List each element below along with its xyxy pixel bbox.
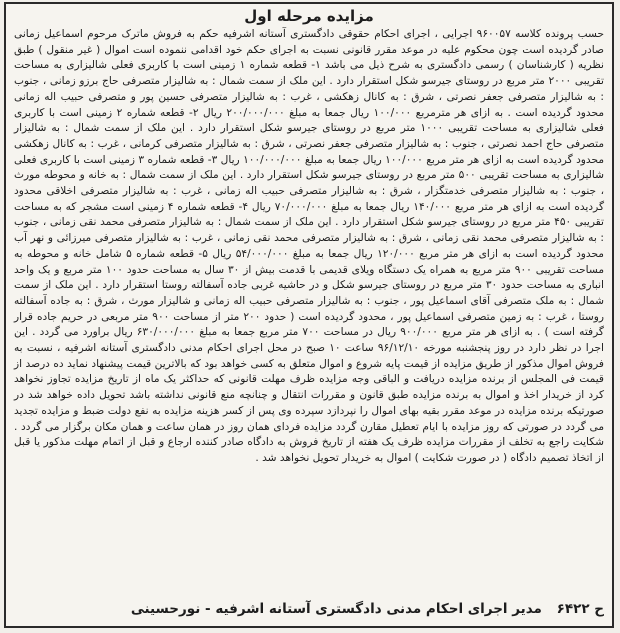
notice-signature: مدیر اجرای احکام مدنی دادگستری آستانه اشرفیه - نورحسینی xyxy=(130,601,542,617)
notice-footer xyxy=(6,601,612,617)
notice-body: حسب پرونده کلاسه ۹۶۰۰۵۷ اجرایی ، اجرای احکام حقوقی دادگستری آستانه اشرفیه حکم به فروش ماترک مرحوم اسماعیل زمانی صادر گردیده است چون محکوم علیه در موعد مقرر قانونی نسبت به اجرای حکم خود اقدامی ننموده است اموال ( غیر منقول ) طبق نظریه ( کارشناسان ) رسمی دادگستری به شرح ذیل می باشد ۱- قطعه شماره ۱ زمینی است با کاربری فعلی شالیزاری به مساحت تقریبی ۲۰۰۰ متر مربع در روستای جیرسو شکل استقرار دارد . این ملک از سمت شمال : به شالیزار متصرفی حاج برزو زمانی ، جنوب : به شالیزار متصرفی جعفر نصرتی ، شرق : به کانال زهکشی ، غرب : به شالیزار متصرفی حسین پور و متصرفی حبیب اله زمانی محدود گردیده است . به ازای هر مترمربع ۱۰۰/۰۰۰ ریال جمعا به مبلغ ۲۰۰/۰۰۰/۰۰۰ ریال ۲- قطعه شماره ۲ زمینی است با کاربری فعلی شالیزاری به مساحت تقریبی ۱۰۰۰ متر مربع در روستای جیرسو شکل استقرار دارد . این ملک از سمت شمال : به شالیزار متصرفی حاج احمد نصرتی ، جنوب : به شالیزار متصرفی جعفر نصرتی ، شرق : به شالیزار متصرفی کرمانی ، غرب : به کانال زهکشی محدود گردیده است به ازای هر متر مربع ۱۰۰/۰۰۰ ریال جمعا به مبلغ ۱۰۰/۰۰۰/۰۰۰ ریال ۳- قطعه شماره ۳ زمینی است با کاربری فعلی شالیزاری به مساحت تقریبی ۵۰۰ متر مربع در روستای جیرسو شکل استقرار دارد . این ملک از سمت شمال : به خانه و محوطه مورث ، جنوب : به شالیزار متصرفی خدمتگزار ، شرق : به شالیزار متصرفی حبیب اله زمانی ، غرب : به شالیزار متصرفی اخلاقی محدود گردیده است به ازای هر متر مربع ۱۴۰/۰۰۰ ریال جمعا به مبلغ ۷۰/۰۰۰/۰۰۰ ریال ۴- قطعه شماره ۴ زمینی است مشجر که به مساحت تقریبی ۴۵۰ متر مربع در روستای جیرسو شکل استقرار دارد . این ملک از سمت شمال : به شالیزار متصرفی محمد نقی زمانی ، جنوب : به شالیزار متصرفی محمد نقی زمانی ، شرق : به شالیزار متصرفی محمد نقی زمانی ، غرب : به شالیزار متصرفی میرزائی و نهر آب محدود گردیده است به ازای هر متر مربع ۱۲۰/۰۰۰ ریال جمعا به مبلغ ۵۴/۰۰۰/۰۰۰ ریال ۵- قطعه شماره ۵ شامل خانه و محوطه به مساحت تقریبی ۹۰۰ متر مربع به همراه یک دستگاه ویلای قدیمی با قدمت بیش از ۳۰ سال به مساحت حدود ۱۰۰ متر مربع و یک واحد انباری به مساحت حدود ۳۰ متر مربع در روستای جیرسو شکل و در حاشیه غربی جاده آسفالته روستا استقرار دارد . این ملک از سمت شمال : به ملک متصرفی آقای اسماعیل پور ، جنوب : به شالیزار متصرفی حبیب اله زمانی و شالیزار مورث ، شرق : به جاده آسفالته روستا ، غرب : به زمین متصرفی اسماعیل پور ، محدود گردیده است ( حدود ۲۰۰ متر از مساحت ۹۰۰ متر مربعی در حریم جاده قرار گرفته است ) . به ازای هر متر مربع ۹۰۰/۰۰۰ ریال در مساحت ۷۰۰ متر مربع جمعا به مبلغ ۶۳۰/۰۰۰/۰۰۰ ریال براورد می گردد . این اجرا در نظر دارد در روز پنجشنبه مورخه ۹۶/۱۲/۱۰ ساعت ۱۰ صبح در محل اجرای احکام مدنی دادگستری آستانه اشرفیه ، نسبت به فروش اموال مذکور از طریق مزایده از قیمت پایه شروع و اموال متعلق به کسی خواهد بود که بالاترین قیمت پیشنهاد نماید ده درصد از قیمت فی المجلس از برنده مزایده دریافت و الباقی وجه مزایده ظرف مهلت قانونی که حداکثر یک ماه از تاریخ مزایده تجاوز نخواهد کرد از خریدار اخذ و اموال به برنده مزایده طبق قانون و مقررات انتقال و چنانچه منع قانونی نداشته باشد تحویل داده خواهد شد در صورتیکه برنده مزایده در موعد مقرر بقیه بهای اموال را نپردازد سپرده وی پس از کسر هزینه مزایده به نفع دولت ضبط و مزایده تجدید می گردد در صورتی که روز مزایده با ایام تعطیل مقارن گردد مزایده فردای همان روز در همان ساعت و همان مکان برگزار می گردد . شکایت راجع به تخلف از مقررات مزایده ظرف یک هفته از تاریخ فروش به دادگاه صادر کننده ارجاع و قبل از اتمام مهلت مذکور یا قبل از اتخاذ تصمیم دادگاه ( در صورت شکایت ) اموال به خریدار تحویل نخواهد شد . xyxy=(14,28,605,464)
notice-code: ح ۶۴۲۲ xyxy=(556,601,604,617)
auction-notice xyxy=(4,2,614,628)
notice-title: مزایده مرحله اول xyxy=(244,7,374,25)
